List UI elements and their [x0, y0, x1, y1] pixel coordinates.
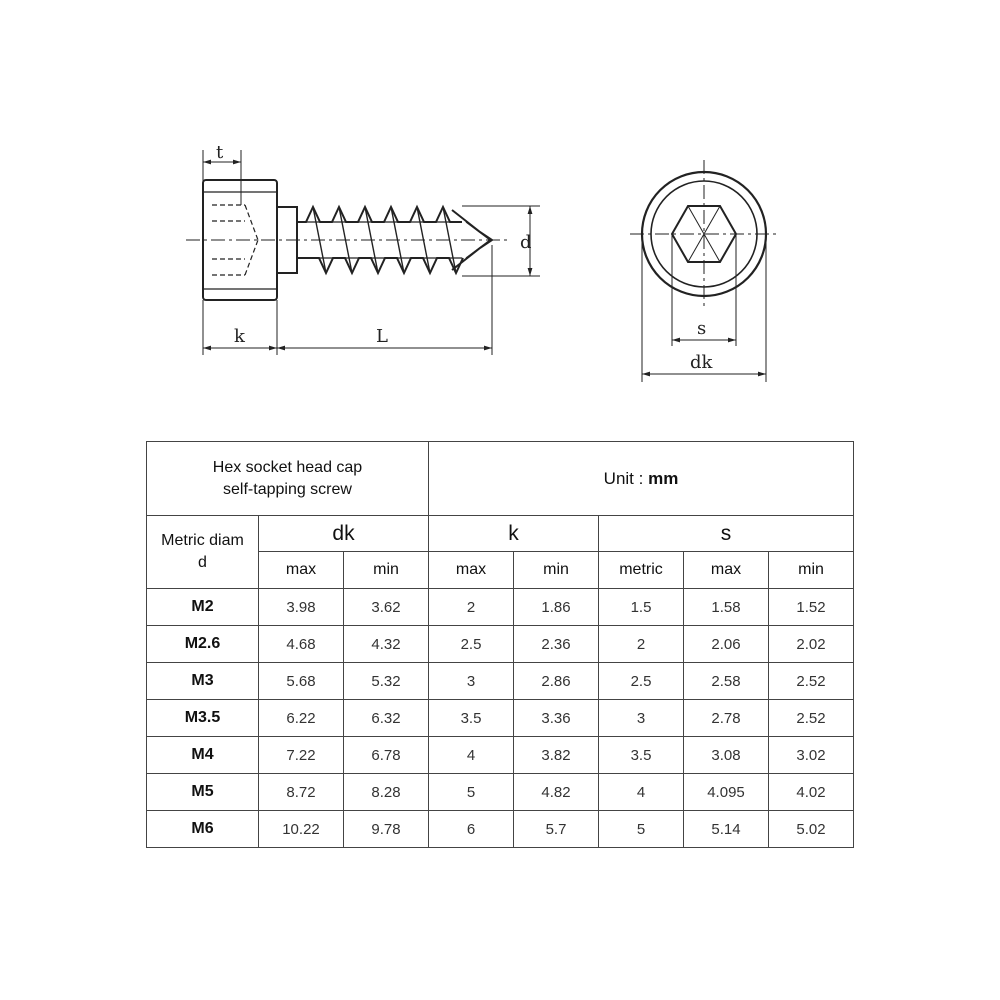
group-header-row: [147, 516, 854, 552]
unit-value: mm: [648, 468, 679, 488]
table-cell: 4.095: [684, 774, 769, 811]
spec-table-body: [147, 589, 854, 848]
table-cell: 8.28: [344, 774, 429, 811]
dim-L-label: L: [376, 326, 388, 347]
table-cell: 5.14: [684, 811, 769, 848]
table-cell: 2.52: [769, 663, 854, 700]
table-cell: 3: [429, 663, 514, 700]
table-cell: 6: [429, 811, 514, 848]
metric-label-line1: Metric diam: [161, 532, 244, 549]
table-row: [147, 626, 854, 663]
table-cell: 2.5: [429, 626, 514, 663]
table-row: [147, 737, 854, 774]
subheader-s-max: max: [684, 552, 769, 589]
metric-label-line2: d: [198, 554, 207, 571]
row-size-label: M3: [147, 663, 259, 700]
row-size-label: M5: [147, 774, 259, 811]
subheader-dk-min: min: [344, 552, 429, 589]
group-header-s: s: [599, 516, 854, 552]
dim-t-label: t: [216, 142, 224, 163]
table-cell: 4.82: [514, 774, 599, 811]
table-cell: 8.72: [259, 774, 344, 811]
table-title-row: [147, 442, 854, 516]
table-cell: 4: [429, 737, 514, 774]
table-cell: 3: [599, 700, 684, 737]
unit-cell: [429, 442, 854, 516]
table-cell: 2.5: [599, 663, 684, 700]
table-cell: 1.52: [769, 589, 854, 626]
subheader-k-min: min: [514, 552, 599, 589]
dim-s-label: s: [697, 318, 707, 339]
table-cell: 3.08: [684, 737, 769, 774]
table-cell: 6.32: [344, 700, 429, 737]
table-cell: 3.62: [344, 589, 429, 626]
table-cell: 2.02: [769, 626, 854, 663]
subheader-k-max: max: [429, 552, 514, 589]
table-row: [147, 663, 854, 700]
table-cell: 3.36: [514, 700, 599, 737]
subheader-dk-max: max: [259, 552, 344, 589]
table-cell: 2.86: [514, 663, 599, 700]
table-row: [147, 811, 854, 848]
table-cell: 6.22: [259, 700, 344, 737]
table-cell: 9.78: [344, 811, 429, 848]
row-size-label: M3.5: [147, 700, 259, 737]
table-cell: 5.02: [769, 811, 854, 848]
table-cell: 4.02: [769, 774, 854, 811]
table-cell: 5.68: [259, 663, 344, 700]
table-cell: 4: [599, 774, 684, 811]
metric-diam-header: [147, 516, 259, 589]
table-cell: 5: [599, 811, 684, 848]
table-cell: 6.78: [344, 737, 429, 774]
table-row: [147, 589, 854, 626]
table-cell: 10.22: [259, 811, 344, 848]
row-size-label: M2.6: [147, 626, 259, 663]
screw-side-view: [186, 180, 510, 300]
tip-line: [466, 240, 490, 258]
group-header-k: k: [429, 516, 599, 552]
table-row: [147, 774, 854, 811]
table-cell: 2.58: [684, 663, 769, 700]
tip-line: [466, 222, 490, 240]
table-cell: 3.5: [429, 700, 514, 737]
table-cell: 7.22: [259, 737, 344, 774]
table-cell: 2.06: [684, 626, 769, 663]
dim-dk-label: dk: [690, 352, 713, 373]
row-size-label: M4: [147, 737, 259, 774]
table-cell: 5.32: [344, 663, 429, 700]
screw-end-view: [630, 160, 778, 382]
table-cell: 2.52: [769, 700, 854, 737]
thread-crest-bottom: [297, 258, 463, 273]
table-cell: 3.5: [599, 737, 684, 774]
table-cell: 4.32: [344, 626, 429, 663]
table-row: [147, 700, 854, 737]
table-cell: 1.86: [514, 589, 599, 626]
table-cell: 3.98: [259, 589, 344, 626]
table-cell: 3.82: [514, 737, 599, 774]
table-title-line1: Hex socket head cap: [212, 458, 363, 476]
table-title-line2: self-tapping screw: [223, 480, 352, 498]
screw-spec-table: [146, 441, 854, 848]
table-cell: 5.7: [514, 811, 599, 848]
table-cell: 5: [429, 774, 514, 811]
row-size-label: M6: [147, 811, 259, 848]
table-cell: 2.36: [514, 626, 599, 663]
row-size-label: M2: [147, 589, 259, 626]
unit-label: Unit :: [603, 468, 644, 488]
table-cell: 2: [429, 589, 514, 626]
subheader-s-min: min: [769, 552, 854, 589]
table-cell: 1.5: [599, 589, 684, 626]
table-cell: 2.78: [684, 700, 769, 737]
screw-technical-drawing: [0, 0, 1000, 430]
table-cell: 2: [599, 626, 684, 663]
table-title: [147, 442, 429, 516]
table-cell: 3.02: [769, 737, 854, 774]
subheader-s-metric: metric: [599, 552, 684, 589]
dim-d-label: d: [520, 232, 532, 253]
dim-k-label: k: [234, 326, 245, 347]
table-cell: 4.68: [259, 626, 344, 663]
thread-crest-top: [297, 207, 462, 222]
group-header-dk: dk: [259, 516, 429, 552]
table-cell: 1.58: [684, 589, 769, 626]
